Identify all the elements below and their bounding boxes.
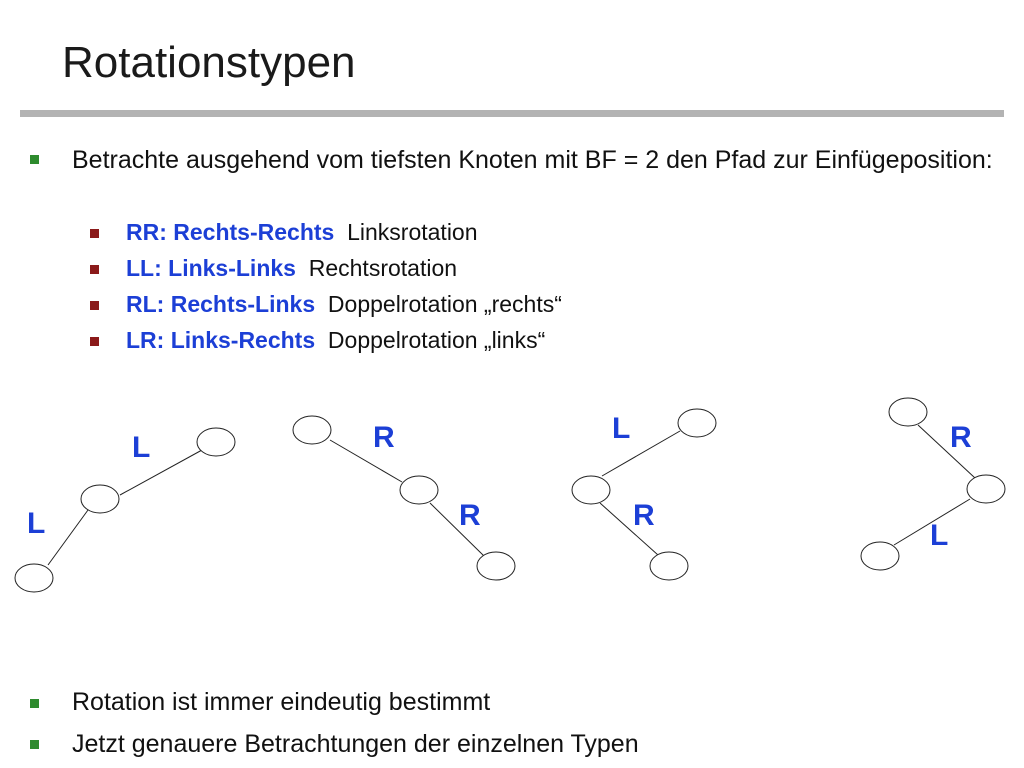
tree-node [197, 428, 235, 456]
tree-node [650, 552, 688, 580]
tree-node [477, 552, 515, 580]
tree-node [889, 398, 927, 426]
tree-ll [15, 428, 235, 592]
tree-node [293, 416, 331, 444]
edge-label: R [373, 421, 395, 454]
sub-bullet-key: RR: Rechts-Rechts [126, 219, 335, 245]
bullet-marker [30, 699, 39, 708]
tree-node [400, 476, 438, 504]
bullet-marker [30, 740, 39, 749]
bullet-bottom-1: Rotation ist immer eindeutig bestimmt [72, 688, 491, 716]
tree-node [678, 409, 716, 437]
edge-label: L [612, 412, 631, 445]
tree-edge [48, 510, 88, 565]
sub-bullet-desc: Rechtsrotation [308, 255, 458, 281]
sub-bullet-desc: Doppelrotation „links“ [327, 327, 546, 353]
tree-node [572, 476, 610, 504]
tree-node [81, 485, 119, 513]
tree-node [15, 564, 53, 592]
sub-bullet-key: RL: Rechts-Links [126, 291, 316, 317]
bullet-bottom-2: Jetzt genauere Betrachtungen der einzelnen Typen [72, 730, 639, 758]
edge-label: R [459, 499, 481, 532]
edge-label: R [633, 499, 655, 532]
sub-bullet-desc: Doppelrotation „rechts“ [327, 291, 562, 317]
page-title: Rotationstypen [62, 38, 356, 87]
edge-label: R [950, 421, 972, 454]
edge-label: L [27, 507, 46, 540]
tree-node [967, 475, 1005, 503]
bullet-main-text: Betrachte ausgehend vom tiefsten Knoten mit BF = 2 den Pfad zur Einfügeposition: [72, 146, 993, 174]
edge-label: L [132, 431, 151, 464]
tree-rr [293, 416, 515, 580]
tree-node [861, 542, 899, 570]
tree-lr [572, 409, 716, 580]
edge-label: L [930, 519, 949, 552]
sub-bullet-key: LR: Links-Rechts [126, 327, 316, 353]
sub-bullet-key: LL: Links-Links [126, 255, 296, 281]
sub-bullet-desc: Linksrotation [347, 219, 478, 245]
